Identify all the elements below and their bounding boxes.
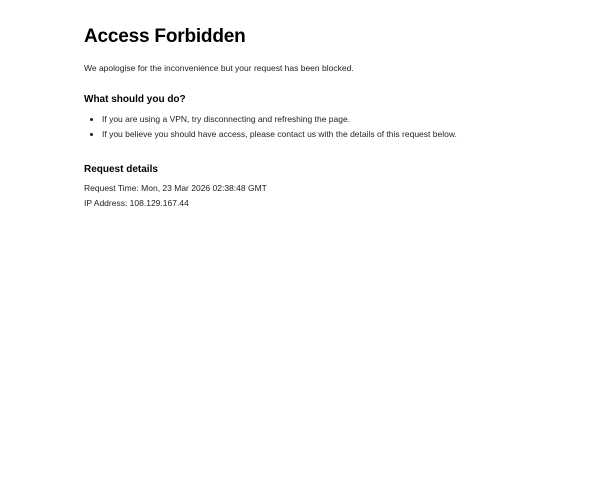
advice-heading: What should you do? xyxy=(84,94,186,106)
request-details-heading: Request details xyxy=(84,163,158,175)
list-item: • If you believe you should have access, please contact us with the details of this request below. xyxy=(102,128,516,140)
page-title: Access Forbidden xyxy=(84,26,246,47)
error-page xyxy=(0,0,600,209)
intro-text: We apologise for the inconvenience but your request has been blocked. xyxy=(84,62,354,73)
advice-list xyxy=(84,113,516,140)
ip-address: IP Address: 108.129.167.44 xyxy=(84,197,189,208)
request-time: Request Time: Mon, 23 Mar 2026 02:38:48 GMT xyxy=(84,182,267,193)
list-item: • If you are using a VPN, try disconnecting and refreshing the page. xyxy=(102,113,516,125)
